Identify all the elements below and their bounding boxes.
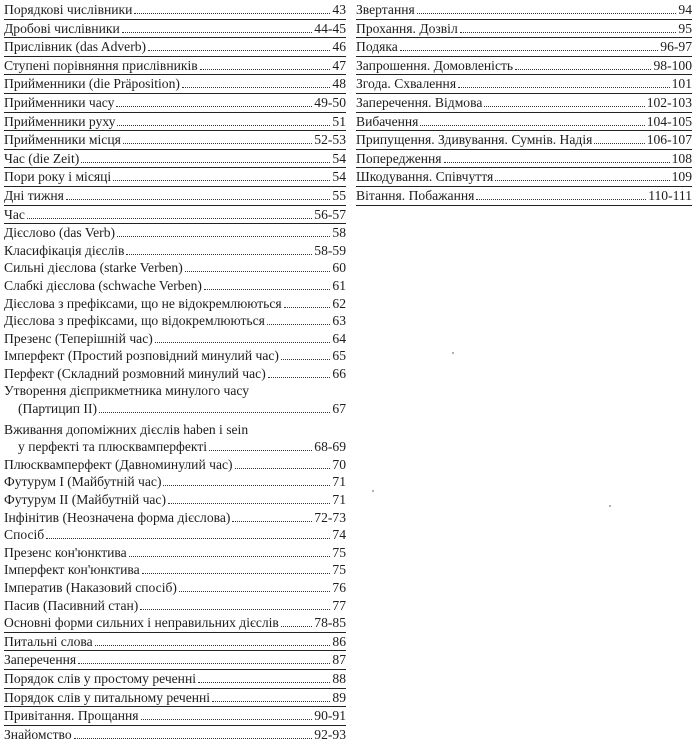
scan-speck xyxy=(372,490,374,492)
toc-entry-page: 72-73 xyxy=(314,509,346,525)
toc-leader-dots xyxy=(200,69,331,70)
toc-entry-title: Пори року і місяці xyxy=(4,169,112,185)
toc-entry-page: 48 xyxy=(332,76,346,92)
toc-leader-dots xyxy=(129,556,331,557)
toc-entry-title: Шкодування. Співчуття xyxy=(356,169,494,185)
toc-entry-page: 47 xyxy=(332,57,346,73)
toc-entry-page: 46 xyxy=(332,39,346,55)
toc-leader-dots xyxy=(185,271,331,272)
toc-entry-title-continued: (Партицип II) xyxy=(18,401,98,417)
toc-entry-title: Знайомство xyxy=(4,726,72,742)
toc-entry xyxy=(4,707,346,726)
toc-entry-page: 75 xyxy=(332,562,346,578)
toc-entry-title: Прийменники руху xyxy=(4,113,116,129)
toc-entry-page: 58 xyxy=(332,225,346,241)
toc-entry-title: Вітання. Побажання xyxy=(356,187,475,203)
toc-leader-dots xyxy=(460,32,677,33)
toc-entry-page: 95 xyxy=(678,20,692,36)
toc-entry xyxy=(4,509,346,527)
toc-leader-dots xyxy=(46,538,330,539)
toc-entry-title: Звертання xyxy=(356,2,415,17)
toc-entry xyxy=(4,1,346,20)
toc-leader-dots xyxy=(66,199,331,200)
toc-entry-page: 96-97 xyxy=(660,39,692,55)
toc-leader-dots xyxy=(140,609,330,610)
toc-entry xyxy=(4,295,346,313)
toc-entry-title: Порядок слів у простому реченні xyxy=(4,670,197,686)
toc-leader-dots xyxy=(267,324,330,325)
toc-entry-title: Прийменники часу xyxy=(4,94,115,110)
toc-entry xyxy=(356,38,692,57)
toc-leader-dots xyxy=(117,236,330,237)
toc-leader-dots xyxy=(155,342,331,343)
toc-entry xyxy=(356,187,692,206)
toc-leader-dots xyxy=(400,50,658,51)
toc-entry xyxy=(4,726,346,743)
toc-entry-title-continued: у перфекті та плюсквамперфекті xyxy=(18,439,208,455)
toc-leader-dots xyxy=(495,180,669,181)
toc-entry-title: Утворення дієприкметника минулого часу xyxy=(4,383,250,399)
toc-entry xyxy=(4,579,346,597)
toc-entry-page: 110-111 xyxy=(648,187,692,203)
toc-entry-multiline xyxy=(4,421,346,456)
toc-leader-dots xyxy=(99,412,330,413)
toc-leader-dots xyxy=(232,521,312,522)
toc-entry xyxy=(4,113,346,132)
toc-entry xyxy=(4,597,346,615)
toc-entry-title: Вибачення xyxy=(356,113,419,129)
toc-leader-dots xyxy=(148,50,330,51)
toc-entry-page: 63 xyxy=(332,313,346,329)
toc-entry-page: 66 xyxy=(332,365,346,381)
toc-leader-dots xyxy=(594,143,644,144)
toc-entry xyxy=(4,651,346,670)
toc-entry xyxy=(4,94,346,113)
toc-entry-title: Дробові числівники xyxy=(4,20,120,36)
toc-entry xyxy=(4,150,346,169)
toc-entry-page: 101 xyxy=(671,76,692,92)
toc-entry-page: 102-103 xyxy=(646,94,692,110)
toc-entry xyxy=(4,689,346,708)
toc-leader-dots xyxy=(141,719,313,720)
toc-entry-title: Основні форми сильних і неправильних дієслів xyxy=(4,615,279,631)
toc-entry xyxy=(4,312,346,330)
toc-entry-page: 86 xyxy=(332,633,346,649)
toc-leader-dots xyxy=(78,663,330,664)
toc-entry-page: 65 xyxy=(332,348,346,364)
toc-entry-title: Дієслова з префіксами, що не відокремлюються xyxy=(4,295,282,311)
toc-entry-page: 87 xyxy=(332,652,346,668)
toc-entry-title: Імператив (Наказовий спосіб) xyxy=(4,580,177,595)
toc-entry-page: 44-45 xyxy=(314,20,346,36)
toc-leader-dots xyxy=(134,13,330,14)
toc-entry-page: 106-107 xyxy=(646,132,692,148)
toc-entry-title: Дієслово (das Verb) xyxy=(4,225,116,241)
toc-leader-dots xyxy=(81,162,330,163)
toc-leader-dots xyxy=(142,573,331,574)
toc-leader-dots xyxy=(116,106,312,107)
toc-entry xyxy=(4,670,346,689)
scan-speck xyxy=(452,352,454,354)
toc-entry-title: Час xyxy=(4,206,25,222)
toc-entry xyxy=(4,206,346,225)
toc-entry xyxy=(4,75,346,94)
toc-entry-page: 92-93 xyxy=(314,726,346,742)
toc-entry-page: 43 xyxy=(332,2,346,17)
toc-leader-dots xyxy=(204,289,330,290)
toc-entry-page: 54 xyxy=(332,169,346,185)
toc-entry-title: Подяка xyxy=(356,39,398,55)
toc-entry-title: Слабкі дієслова (schwache Verben) xyxy=(4,277,202,293)
scan-speck xyxy=(609,505,611,507)
toc-entry xyxy=(4,224,346,242)
toc-entry-page: 94 xyxy=(678,2,692,17)
toc-entry-page: 71 xyxy=(332,474,346,490)
toc-leader-dots xyxy=(484,106,644,107)
toc-entry-page: 68-69 xyxy=(314,439,346,455)
toc-entry xyxy=(4,57,346,76)
toc-leader-dots xyxy=(417,13,677,14)
toc-entry xyxy=(356,113,692,132)
toc-entry-page: 75 xyxy=(332,544,346,560)
toc-entry-page: 74 xyxy=(332,527,346,543)
toc-entry xyxy=(4,365,346,383)
toc-leader-dots xyxy=(212,701,330,702)
toc-entry-title: Спосіб xyxy=(4,527,45,543)
toc-entry-title: Порядок слів у питальному реченні xyxy=(4,689,211,705)
toc-entry-title: Інфінітив (Неозначена форма дієслова) xyxy=(4,509,231,525)
toc-left-column xyxy=(4,1,346,743)
toc-entry xyxy=(356,20,692,39)
toc-entry-title: Попередження xyxy=(356,150,442,166)
toc-entry xyxy=(4,187,346,206)
toc-entry-title: Прислівник (das Adverb) xyxy=(4,39,147,55)
toc-entry-page: 78-85 xyxy=(314,615,346,631)
toc-entry-multiline xyxy=(4,382,346,417)
toc-leader-dots xyxy=(179,591,330,592)
toc-entry-title: Футурум I (Майбутній час) xyxy=(4,474,162,490)
toc-entry-title: Дієслова з префіксами, що відокремлюються xyxy=(4,313,265,329)
toc-entry xyxy=(4,330,346,348)
toc-leader-dots xyxy=(476,199,646,200)
toc-leader-dots xyxy=(209,450,312,451)
toc-leader-dots xyxy=(235,468,331,469)
toc-leader-dots xyxy=(122,32,313,33)
toc-entry-title: Прийменники місця xyxy=(4,132,121,148)
toc-entry xyxy=(4,347,346,365)
toc-entry-title: Класифікація дієслів xyxy=(4,242,125,258)
toc-entry-title: Прийменники (die Präposition) xyxy=(4,76,180,92)
toc-entry xyxy=(4,277,346,295)
toc-entry xyxy=(4,473,346,491)
toc-entry-title: Презенс (Теперішній час) xyxy=(4,330,153,346)
toc-leader-dots xyxy=(182,87,331,88)
toc-entry xyxy=(4,544,346,562)
toc-entry-title: Пасив (Пасивний стан) xyxy=(4,597,139,613)
toc-entry-page: 89 xyxy=(332,689,346,705)
toc-entry-title: Сильні дієслова (starke Verben) xyxy=(4,260,183,276)
toc-entry-page: 58-59 xyxy=(314,242,346,258)
toc-leader-dots xyxy=(95,645,331,646)
toc-entry-page: 88 xyxy=(332,670,346,686)
toc-entry xyxy=(4,526,346,544)
toc-entry-title: Час (die Zeit) xyxy=(4,150,80,166)
toc-entry-page: 108 xyxy=(671,150,692,166)
toc-entry-page: 109 xyxy=(671,169,692,185)
toc-entry xyxy=(356,168,692,187)
toc-entry-page: 55 xyxy=(332,187,346,203)
toc-entry xyxy=(4,242,346,260)
toc-entry-title: Перфект (Складний розмовний минулий час) xyxy=(4,365,266,381)
toc-leader-dots xyxy=(117,125,330,126)
toc-entry-title: Питальні слова xyxy=(4,633,93,649)
toc-entry-title: Плюсквамперфект (Давноминулий час) xyxy=(4,456,233,472)
toc-leader-dots xyxy=(420,125,644,126)
toc-leader-dots xyxy=(268,377,331,378)
toc-entry-title: Імперфект кон'юнктива xyxy=(4,562,140,578)
toc-entry-page: 54 xyxy=(332,150,346,166)
toc-entry-page: 60 xyxy=(332,260,346,276)
toc-leader-dots xyxy=(281,359,330,360)
toc-entry-title xyxy=(4,421,346,439)
toc-entry-title: Запрошення. Домовленість xyxy=(356,57,514,73)
toc-leader-dots xyxy=(515,69,651,70)
toc-entry-page: 104-105 xyxy=(646,113,692,129)
toc-entry-page: 51 xyxy=(332,113,346,129)
toc-entry-page: 71 xyxy=(332,492,346,508)
toc-entry-page: 62 xyxy=(332,295,346,311)
toc-entry-page: 77 xyxy=(332,597,346,613)
toc-entry xyxy=(4,561,346,579)
toc-entry-title: Заперечення. Відмова xyxy=(356,94,483,110)
toc-leader-dots xyxy=(113,180,330,181)
toc-entry-page: 76 xyxy=(332,580,346,595)
toc-entry xyxy=(356,131,692,150)
toc-entry-page: 67 xyxy=(332,401,346,417)
toc-leader-dots xyxy=(458,87,670,88)
toc-entry xyxy=(4,456,346,474)
toc-entry-page: 64 xyxy=(332,330,346,346)
toc-entry-title-text: Вживання допоміжних дієслів haben і sein xyxy=(4,421,249,437)
toc-entry xyxy=(356,75,692,94)
toc-entry-title: Імперфект (Простий розповідний минулий час) xyxy=(4,348,279,364)
toc-entry-page: 49-50 xyxy=(314,94,346,110)
toc-right-column xyxy=(356,1,692,206)
toc-leader-dots xyxy=(126,254,312,255)
toc-leader-dots xyxy=(281,626,312,627)
toc-entry xyxy=(356,57,692,76)
toc-entry-title: Презенс кон'юнктива xyxy=(4,544,127,560)
toc-entry-page: 98-100 xyxy=(653,57,692,73)
toc-entry xyxy=(4,168,346,187)
toc-entry xyxy=(4,20,346,39)
toc-entry xyxy=(356,1,692,20)
toc-leader-dots xyxy=(74,738,313,739)
toc-entry-title: Футурум II (Майбутній час) xyxy=(4,492,166,508)
toc-entry xyxy=(356,150,692,169)
toc-entry xyxy=(4,491,346,509)
toc-entry-title: Порядкові числівники xyxy=(4,2,133,17)
toc-leader-dots xyxy=(123,143,312,144)
toc-leader-dots xyxy=(284,307,331,308)
toc-leader-dots xyxy=(444,162,670,163)
toc-leader-dots xyxy=(163,485,330,486)
toc-leader-dots xyxy=(27,218,312,219)
toc-entry-title: Ступені порівняння прислівників xyxy=(4,57,198,73)
toc-entry xyxy=(4,259,346,277)
toc-entry-page: 56-57 xyxy=(314,206,346,222)
toc-entry-page: 52-53 xyxy=(314,132,346,148)
toc-entry-title: Прохання. Дозвіл xyxy=(356,20,458,36)
toc-entry xyxy=(356,94,692,113)
toc-entry-title: Привітання. Прощання xyxy=(4,708,139,724)
toc-entry-title: Заперечення xyxy=(4,652,77,668)
toc-entry xyxy=(4,131,346,150)
toc-entry-title: Дні тижня xyxy=(4,187,64,203)
toc-entry-title: Згода. Схвалення xyxy=(356,76,457,92)
toc-entry xyxy=(4,38,346,57)
toc-entry-page: 90-91 xyxy=(314,708,346,724)
toc-leader-dots xyxy=(198,682,330,683)
toc-entry xyxy=(4,633,346,652)
toc-entry-page: 70 xyxy=(332,456,346,472)
toc-entry xyxy=(4,614,346,633)
toc-entry-page: 61 xyxy=(332,277,346,293)
toc-leader-dots xyxy=(168,503,330,504)
toc-entry-title: Припущення. Здивування. Сумнів. Надія xyxy=(356,132,593,148)
